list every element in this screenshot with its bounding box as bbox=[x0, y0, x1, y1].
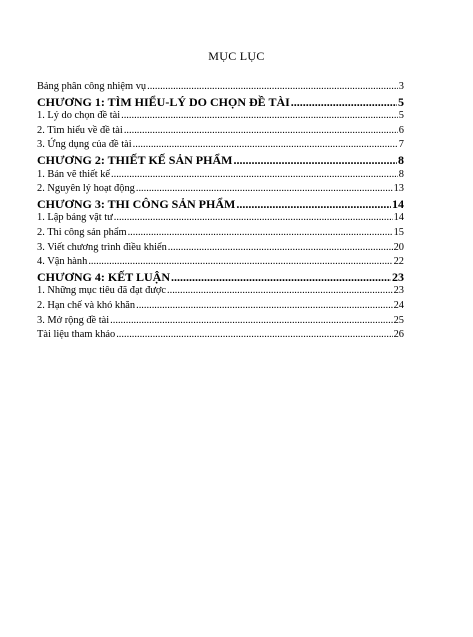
toc-entry[interactable] bbox=[37, 211, 404, 226]
toc-dot-leader bbox=[124, 124, 398, 139]
toc-entry-page-number: 14 bbox=[392, 196, 404, 211]
toc-entry[interactable] bbox=[37, 255, 404, 270]
toc-entry-page-number: 23 bbox=[392, 269, 404, 284]
toc-entry-page-number: 5 bbox=[398, 94, 404, 109]
toc-entry-label: 1. Lập bảng vật tư bbox=[37, 212, 113, 224]
toc-entry-label: 1. Bản vẽ thiết kế bbox=[37, 168, 111, 180]
toc-entry-page-number: 23 bbox=[393, 285, 404, 297]
toc-entry-page-number: 3 bbox=[398, 81, 404, 92]
toc-entry-label: CHƯƠNG 4: KẾT LUẬN bbox=[37, 269, 171, 284]
toc-entry-page-number: 25 bbox=[393, 314, 404, 326]
toc-dot-leader bbox=[233, 153, 397, 168]
toc-title: MỤC LỤC bbox=[208, 49, 265, 63]
toc-entry[interactable] bbox=[37, 284, 404, 299]
toc-entry-label: CHƯƠNG 2: THIẾT KẾ SẢN PHẨM bbox=[37, 152, 233, 167]
toc-entry-label: 2. Tìm hiểu về đề tài bbox=[37, 124, 123, 136]
toc-chapter-entry[interactable] bbox=[37, 197, 404, 212]
toc-entry-label: CHƯƠNG 3: THI CÔNG SẢN PHẨM bbox=[37, 196, 236, 211]
toc-entry[interactable] bbox=[37, 314, 404, 329]
toc-dot-leader bbox=[133, 138, 398, 153]
toc-dot-leader bbox=[168, 241, 393, 256]
toc-entry[interactable] bbox=[37, 80, 404, 95]
toc-entry-label: 4. Vận hành bbox=[37, 256, 88, 268]
toc-dot-leader bbox=[136, 299, 393, 314]
toc-entry-page-number: 8 bbox=[398, 168, 404, 180]
toc-entry[interactable] bbox=[37, 241, 404, 256]
toc-dot-leader bbox=[116, 328, 392, 343]
toc-entry-label: CHƯƠNG 1: TÌM HIỂU-LÝ DO CHỌN ĐỀ TÀI bbox=[37, 94, 290, 109]
toc-entry[interactable] bbox=[37, 226, 404, 241]
toc-entry[interactable] bbox=[37, 182, 404, 197]
toc-entry-label: 2. Thi công sản phẩm bbox=[37, 226, 127, 238]
toc-entry[interactable] bbox=[37, 138, 404, 153]
toc-dot-leader bbox=[110, 314, 392, 329]
toc-dot-leader bbox=[111, 168, 398, 183]
toc-entry-label: 1. Lý do chọn đề tài bbox=[37, 110, 121, 122]
toc-dot-leader bbox=[114, 211, 393, 226]
toc-entry[interactable] bbox=[37, 124, 404, 139]
toc-dot-leader bbox=[88, 255, 392, 270]
toc-entry[interactable] bbox=[37, 168, 404, 183]
toc-entry-page-number: 24 bbox=[393, 299, 404, 311]
toc-entry-page-number: 5 bbox=[398, 110, 404, 122]
toc-entry-page-number: 22 bbox=[393, 256, 404, 268]
toc-dot-leader bbox=[136, 182, 393, 197]
toc-entry[interactable] bbox=[37, 328, 404, 343]
toc-entry-page-number: 20 bbox=[393, 241, 404, 253]
toc-dot-leader bbox=[167, 284, 393, 299]
toc-chapter-entry[interactable] bbox=[37, 153, 404, 168]
toc-entry-page-number: 8 bbox=[398, 152, 404, 167]
toc-entry-label: 2. Nguyên lý hoạt động bbox=[37, 183, 135, 195]
toc-entry-label: 3. Ứng dụng của đề tài bbox=[37, 139, 132, 151]
toc-dot-leader bbox=[171, 270, 391, 285]
toc-dot-leader bbox=[236, 197, 391, 212]
toc-entry-label: Tài liệu tham khảo bbox=[37, 329, 116, 341]
toc-entry-page-number: 26 bbox=[393, 329, 404, 341]
toc-entry-page-number: 13 bbox=[393, 183, 404, 195]
toc-entry-label: Bảng phân công nhiệm vụ bbox=[37, 81, 147, 92]
toc-entry-page-number: 15 bbox=[393, 226, 404, 238]
toc-entry-label: 2. Hạn chế và khó khăn bbox=[37, 299, 136, 311]
toc-dot-leader bbox=[121, 109, 398, 124]
toc-entry-page-number: 14 bbox=[393, 212, 404, 224]
toc-entry[interactable] bbox=[37, 299, 404, 314]
toc-dot-leader bbox=[128, 226, 393, 241]
toc-entry-label: 3. Mở rộng đề tài bbox=[37, 314, 110, 326]
toc-chapter-entry[interactable] bbox=[37, 270, 404, 285]
toc-entry-page-number: 6 bbox=[398, 124, 404, 136]
toc-list bbox=[37, 80, 404, 343]
toc-entry-label: 1. Những mục tiêu đã đạt được bbox=[37, 285, 167, 297]
toc-entry[interactable] bbox=[37, 109, 404, 124]
toc-dot-leader bbox=[147, 80, 398, 95]
toc-entry-page-number: 7 bbox=[398, 139, 404, 151]
toc-entry-label: 3. Viết chương trình điều khiển bbox=[37, 241, 167, 253]
toc-chapter-entry[interactable] bbox=[37, 95, 404, 110]
toc-dot-leader bbox=[291, 95, 397, 110]
